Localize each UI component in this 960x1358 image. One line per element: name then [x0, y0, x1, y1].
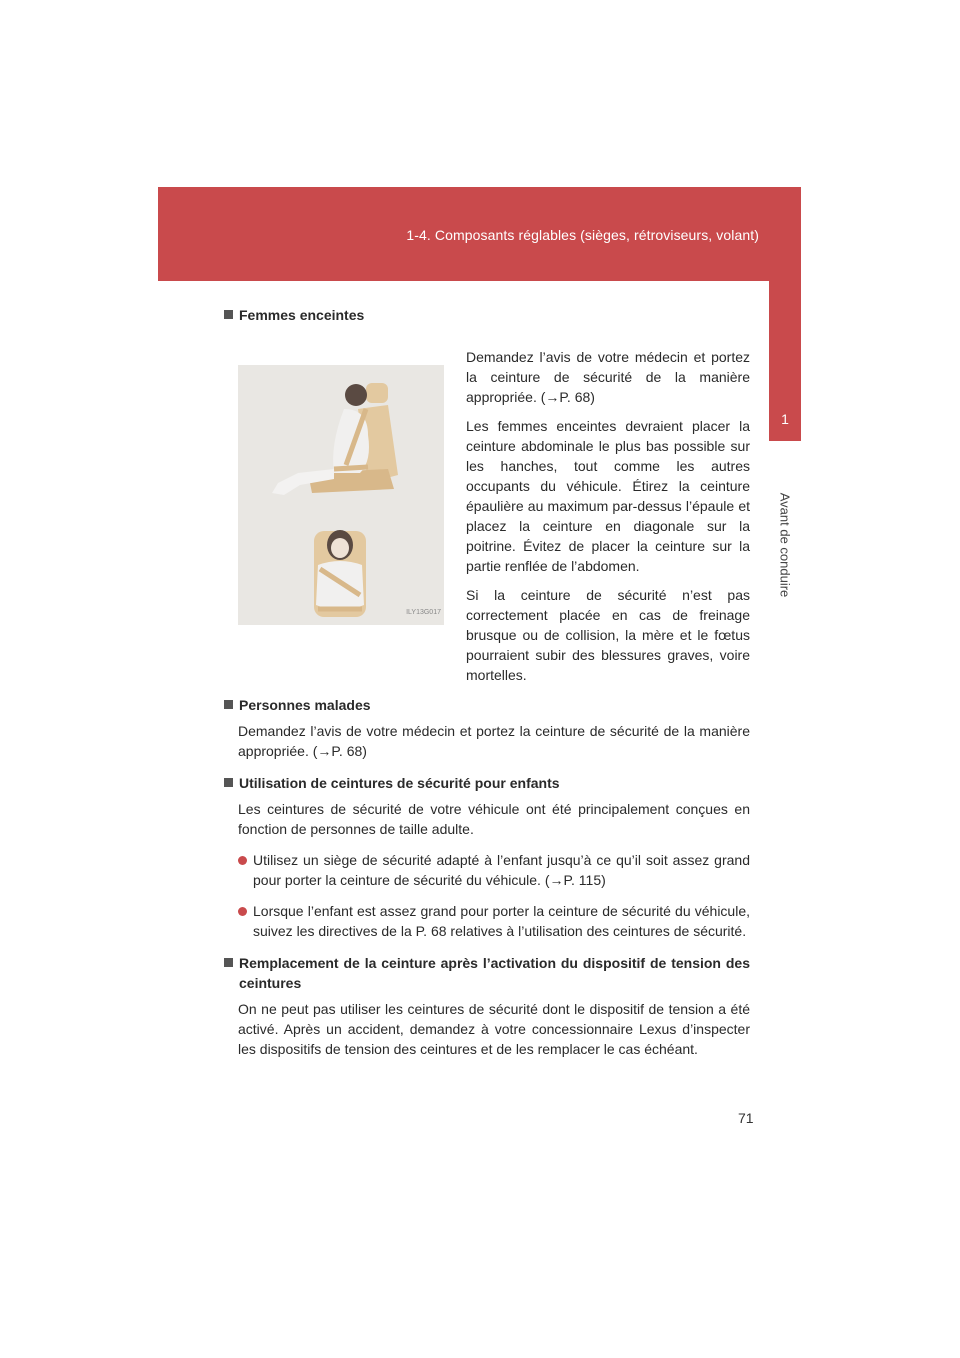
round-bullet-icon	[238, 856, 247, 865]
pregnant-para-1: Demandez l’avis de votre médecin et portez la ceinture de sécurité de la manière appropriée. (→P. 68)	[466, 349, 750, 405]
section-title: 1-4. Composants réglables (sièges, rétroviseurs, volant)	[406, 227, 759, 243]
square-bullet-icon	[224, 778, 233, 787]
square-bullet-icon	[224, 310, 233, 319]
pregnant-text	[466, 347, 750, 694]
chapter-label-text: Avant de conduire	[777, 492, 793, 598]
heading-replacement: Remplacement de la ceinture après l’activation du dispositif de tension des ceintures	[222, 953, 750, 993]
page-number: 71	[738, 1110, 754, 1126]
pregnant-para-2: Les femmes enceintes devraient placer la ceinture abdominale le plus bas possible sur les hanches, tout comme les autres occupants du véhicule. Étirez la ceinture épaulière au maximum par-dessus l’épaule et placez la ceinture en diagonale sur la poitrine. Évitez de placer la ceinture sur la partie renflée de l’abdomen.	[466, 418, 750, 574]
chapter-number: 1	[781, 411, 789, 427]
round-bullet-icon	[238, 907, 247, 916]
pregnant-seatbelt-icon	[238, 365, 444, 625]
headrest-shape	[366, 383, 388, 403]
square-bullet-icon	[224, 700, 233, 709]
head-shape	[345, 384, 367, 406]
sick-para: Demandez l’avis de votre médecin et portez la ceinture de sécurité de la manière appropriée. (→P. 68)	[238, 723, 750, 759]
heading-sick: Personnes malades	[222, 695, 750, 715]
chapter-label	[762, 470, 808, 620]
children-para: Les ceintures de sécurité de votre véhicule ont été principalement conçues en fonction de personnes de taille adulte.	[238, 801, 750, 837]
page-content	[222, 305, 750, 1059]
header-band	[158, 187, 801, 281]
square-bullet-icon	[224, 958, 233, 967]
heading-children: Utilisation de ceintures de sécurité pour enfants	[222, 773, 750, 793]
figure-code: ILY13G017	[406, 609, 441, 616]
lap-belt-shape	[334, 467, 368, 469]
pregnant-para-3: Si la ceinture de sécurité n’est pas correctement placée en cas de freinage brusque ou de collision, la mère et le fœtus pourraient subir des blessures graves, voire mortelles.	[466, 587, 750, 683]
seatbelt-illustration	[238, 365, 444, 625]
chapter-tab	[769, 187, 801, 441]
front-face-shape	[331, 538, 349, 558]
list-item: Utilisez un siège de sécurité adapté à l’enfant jusqu’à ce qu’il soit assez grand pour porter la ceinture de sécurité du véhicule. (→P. 115)	[238, 850, 750, 890]
figure-row	[222, 347, 750, 695]
replacement-para: On ne peut pas utiliser les ceintures de sécurité dont le dispositif de tension a été activé. Après un accident, demandez à votre concessionnaire Lexus d’inspecter les dispositifs de tension des ceintures et de les remplacer le cas échéant.	[238, 1001, 750, 1057]
list-item: Lorsque l’enfant est assez grand pour porter la ceinture de sécurité du véhicule, suivez les directives de la P. 68 relatives à l’utilisation des ceintures de sécurité.	[238, 901, 750, 941]
heading-pregnant: Femmes enceintes	[222, 305, 750, 325]
